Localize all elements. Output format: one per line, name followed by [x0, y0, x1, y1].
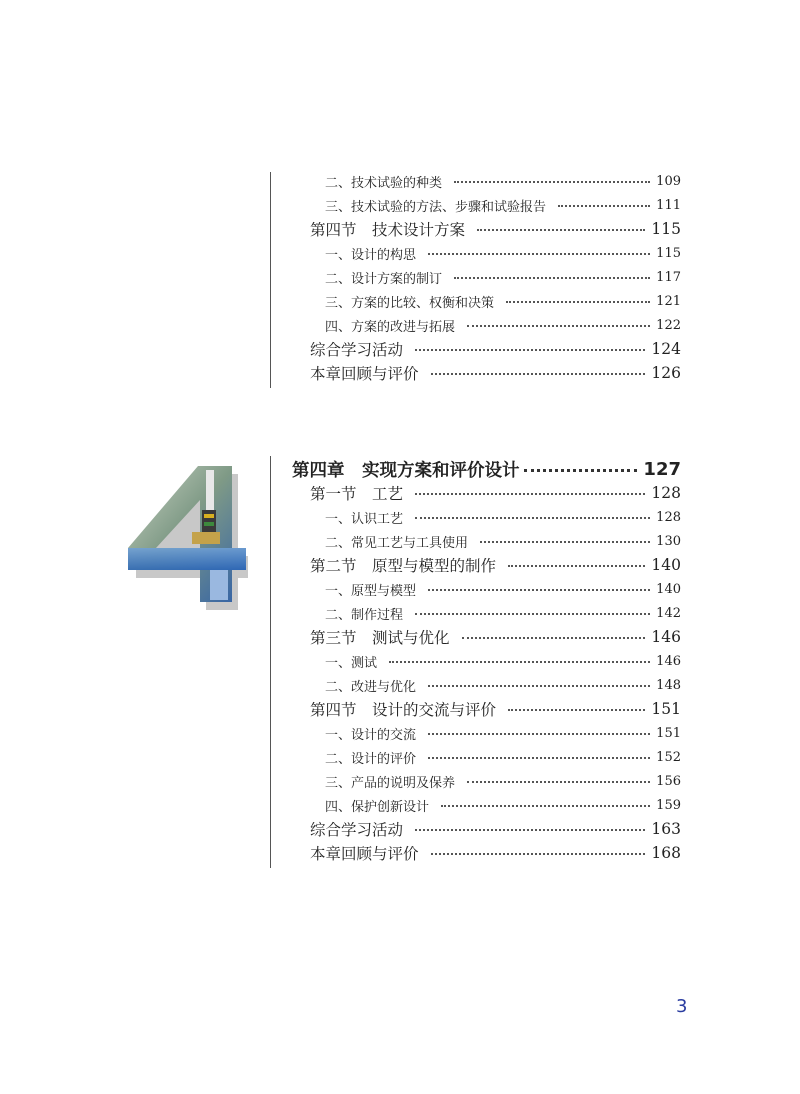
toc-section[interactable]	[300, 338, 681, 360]
toc-entry-label: 二、技术试验的种类	[325, 175, 443, 191]
toc-entry[interactable]	[300, 242, 681, 264]
toc-entry-label: 二、常见工艺与工具使用	[325, 535, 469, 551]
leader-dots	[415, 821, 645, 831]
toc-section-label: 第四节 技术设计方案	[310, 221, 466, 239]
divider-line-bottom	[270, 456, 271, 868]
leader-dots	[558, 197, 650, 207]
toc-entry-page: 156	[656, 773, 681, 789]
toc-section-label: 本章回顾与评价	[310, 845, 419, 863]
toc-entry[interactable]	[300, 530, 681, 552]
leader-dots	[477, 221, 645, 231]
toc-entry-label: 一、测试	[325, 655, 378, 671]
toc-entry[interactable]	[300, 770, 681, 792]
toc-entry-page: 117	[656, 269, 681, 285]
toc-section[interactable]	[300, 842, 681, 864]
toc-section-label: 综合学习活动	[310, 821, 404, 839]
toc-section-label: 综合学习活动	[310, 341, 404, 359]
toc-entry-page: 159	[656, 797, 681, 813]
toc-entry-label: 三、技术试验的方法、步骤和试验报告	[325, 199, 547, 215]
toc-section-label: 本章回顾与评价	[310, 365, 419, 383]
leader-dots	[508, 557, 645, 567]
toc-entry-label: 一、设计的交流	[325, 727, 417, 743]
toc-entry[interactable]	[300, 194, 681, 216]
toc-section-label: 第三节 测试与优化	[310, 629, 450, 647]
leader-dots	[524, 461, 638, 472]
toc-entry-page: 151	[656, 725, 681, 741]
toc-entry-label: 一、设计的构思	[325, 247, 417, 263]
leader-dots	[431, 845, 646, 855]
toc-section-page: 163	[651, 820, 681, 838]
toc-entry-page: 122	[656, 317, 681, 333]
leader-dots	[454, 269, 650, 279]
leader-dots	[462, 629, 646, 639]
leader-dots	[431, 365, 646, 375]
toc-entry-label: 二、设计方案的制订	[325, 271, 443, 287]
toc-entry-page: 121	[656, 293, 681, 309]
toc-entry[interactable]	[300, 290, 681, 312]
toc-section-page: 151	[651, 700, 681, 718]
toc-entry-page: 146	[656, 653, 681, 669]
toc-entry-label: 二、制作过程	[325, 607, 404, 623]
toc-entry[interactable]	[300, 794, 681, 816]
toc-section-page: 128	[651, 484, 681, 502]
toc-section-page: 140	[651, 556, 681, 574]
toc-entry-page: 142	[656, 605, 681, 621]
leader-dots	[415, 485, 645, 495]
toc-entry-label: 三、产品的说明及保养	[325, 775, 456, 791]
leader-dots	[467, 773, 650, 783]
toc-section-page: 126	[651, 364, 681, 382]
toc-entry[interactable]	[300, 506, 681, 528]
toc-entry-page: 130	[656, 533, 681, 549]
leader-dots	[428, 677, 650, 687]
toc-entry-label: 四、方案的改进与拓展	[325, 319, 456, 335]
toc-entry-page: 111	[656, 197, 681, 213]
toc-entry-page: 140	[656, 581, 681, 597]
chapter-4-numeral-graphic	[118, 460, 248, 614]
toc-section-page: 115	[651, 220, 681, 238]
toc-entry-page: 152	[656, 749, 681, 765]
leader-dots	[415, 341, 645, 351]
toc-entry[interactable]	[300, 266, 681, 288]
divider-line-top	[270, 172, 271, 388]
toc-entry-label: 二、设计的评价	[325, 751, 417, 767]
toc-entry-page: 128	[656, 509, 681, 525]
leader-dots	[508, 701, 645, 711]
toc-section-page: 168	[651, 844, 681, 862]
toc-section[interactable]	[300, 818, 681, 840]
toc-section[interactable]	[300, 698, 681, 720]
toc-section-page: 124	[651, 340, 681, 358]
toc-entry-label: 四、保护创新设计	[325, 799, 430, 815]
toc-entry-page: 109	[656, 173, 681, 189]
toc-entry[interactable]	[300, 314, 681, 336]
toc-entry-page: 115	[656, 245, 681, 261]
toc-section[interactable]	[300, 218, 681, 240]
leader-dots	[454, 173, 650, 183]
leader-dots	[441, 797, 650, 807]
leader-dots	[428, 749, 650, 759]
toc-entry[interactable]	[300, 602, 681, 624]
toc-section[interactable]	[300, 482, 681, 504]
leader-dots	[480, 533, 650, 543]
toc-entry-label: 二、改进与优化	[325, 679, 417, 695]
toc-entry[interactable]	[300, 170, 681, 192]
toc-entry-label: 三、方案的比较、权衡和决策	[325, 295, 495, 311]
leader-dots	[467, 317, 650, 327]
toc-entry[interactable]	[300, 578, 681, 600]
chapter-title: 第四章 实现方案和评价设计	[292, 460, 520, 481]
chapter-page: 127	[643, 458, 681, 480]
toc-section-label: 第一节 工艺	[310, 485, 404, 503]
leader-dots	[428, 725, 650, 735]
toc-chapter-heading[interactable]	[292, 455, 681, 483]
toc-section-page: 146	[651, 628, 681, 646]
toc-section[interactable]	[300, 362, 681, 384]
toc-entry[interactable]	[300, 746, 681, 768]
toc-entry[interactable]	[300, 674, 681, 696]
toc-entry[interactable]	[300, 650, 681, 672]
leader-dots	[415, 605, 650, 615]
toc-section[interactable]	[300, 554, 681, 576]
leader-dots	[389, 653, 650, 663]
leader-dots	[415, 509, 650, 519]
toc-section-label: 第四节 设计的交流与评价	[310, 701, 497, 719]
leader-dots	[428, 245, 650, 255]
toc-entry[interactable]	[300, 722, 681, 744]
leader-dots	[428, 581, 650, 591]
page-number: 3	[676, 996, 688, 1017]
toc-entry-label: 一、原型与模型	[325, 583, 417, 599]
toc-section[interactable]	[300, 626, 681, 648]
leader-dots	[506, 293, 650, 303]
toc-section-label: 第二节 原型与模型的制作	[310, 557, 497, 575]
toc-entry-label: 一、认识工艺	[325, 511, 404, 527]
toc-entry-page: 148	[656, 677, 681, 693]
